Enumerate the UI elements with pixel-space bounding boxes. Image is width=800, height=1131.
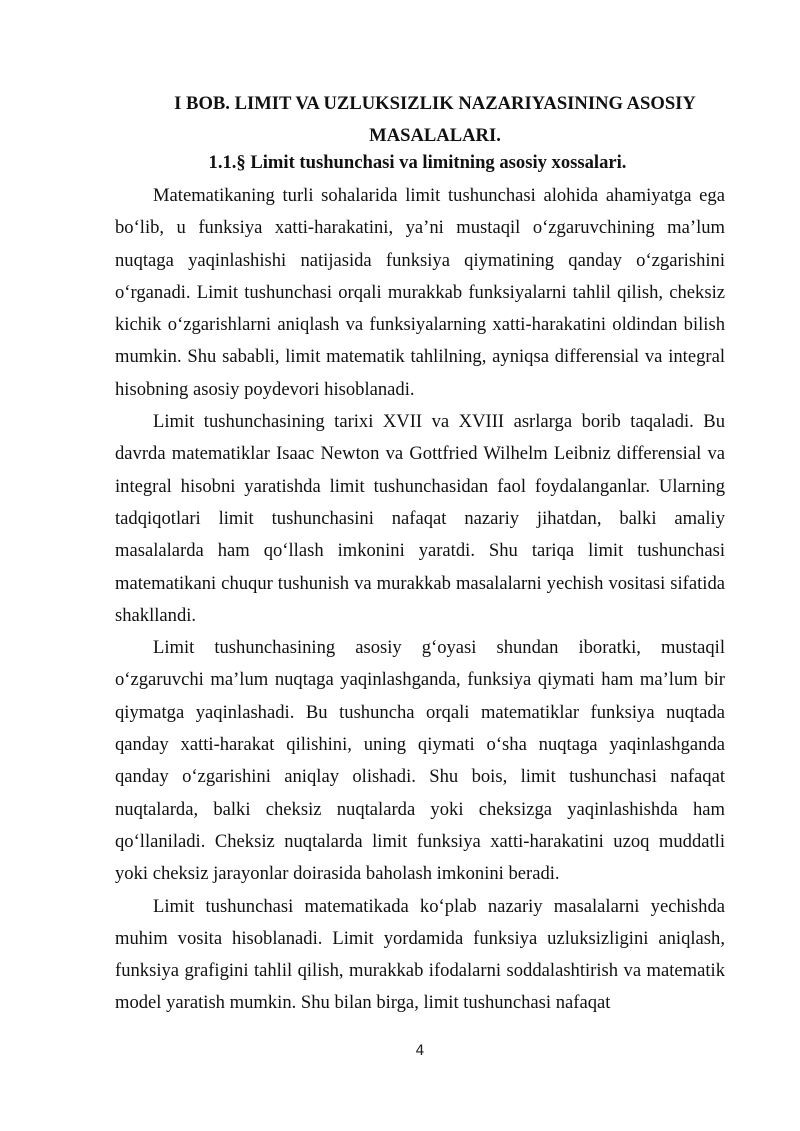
body-text (115, 180, 725, 1020)
chapter-title: I BOB. LIMIT VA UZLUKSIZLIK NAZARIYASINING ASOSIY MASALALARI. (174, 93, 696, 146)
paragraph-3: Limit tushunchasining asosiy g‘oyasi shundan iboratki, mustaqil o‘zgaruvchi ma’lum nuqtaga yaqinlashganda, funksiya qiymati ham ma’lum bir qiymatga yaqinlashadi. Bu tushuncha orqali matematiklar funksiya nuqtada qanday xatti-harakat qilishini, uning qiymati o‘sha nuqtaga yaqinlashganda qanday o‘zgarishini aniqlay olishadi. Shu bois, limit tushunchasi nafaqat nuqtalarda, balki cheksiz nuqtalarda yoki cheksizga yaqinlashishda ham qo‘llaniladi. Cheksiz nuqtalarda limit funksiya xatti-harakatini uzoq muddatli yoki cheksiz jarayonlar doirasida baholash imkonini beradi. (115, 637, 725, 885)
paragraph-2: Limit tushunchasining tarixi XVII va XVIII asrlarga borib taqaladi. Bu davrda matematiklar Isaac Newton va Gottfried Wilhelm Leibniz differensial va integral hisobni yaratishda limit tushunchasidan faol foydalanganlar. Ularning tadqiqotlari limit tushunchasini nafaqat nazariy jihatdan, balki amaliy masalalarda ham qo‘llash imkonini yaratdi. Shu tariqa limit tushunchasi matematikani chuqur tushunish va murakkab masalalarni yechish vositasi sifatida shakllandi. (115, 411, 725, 626)
paragraph-1: Matematikaning turli sohalarida limit tushunchasi alohida ahamiyatga ega bo‘lib, u funksiya xatti-harakatini, ya’ni mustaqil o‘zgaruvchining ma’lum nuqtaga yaqinlashishi natijasida funksiya qiymatining qanday o‘zgarishini o‘rganadi. Limit tushunchasi orqali murakkab funksiyalarni tahlil qilish, cheksiz kichik o‘zgarishlarni aniqlash va funksiyalarning xatti-harakatini oldindan bilish mumkin. Shu sababli, limit matematik tahlilning, ayniqsa differensial va integral hisobning asosiy poydevori hisoblanadi. (115, 185, 725, 400)
section-title: 1.1.§ Limit tushunchasi va limitning asosiy xossalari. (208, 152, 627, 173)
paragraph-4: Limit tushunchasi matematikada ko‘plab nazariy masalalarni yechishda muhim vosita hisoblanadi. Limit yordamida funksiya uzluksizligini aniqlash, funksiya grafigini tahlil qilish, murakkab ifodalarni soddalashtirish va matematik model yaratish mumkin. Shu bilan birga, limit tushunchasi nafaqat (115, 895, 725, 1014)
page-number: 4 (415, 1043, 425, 1059)
